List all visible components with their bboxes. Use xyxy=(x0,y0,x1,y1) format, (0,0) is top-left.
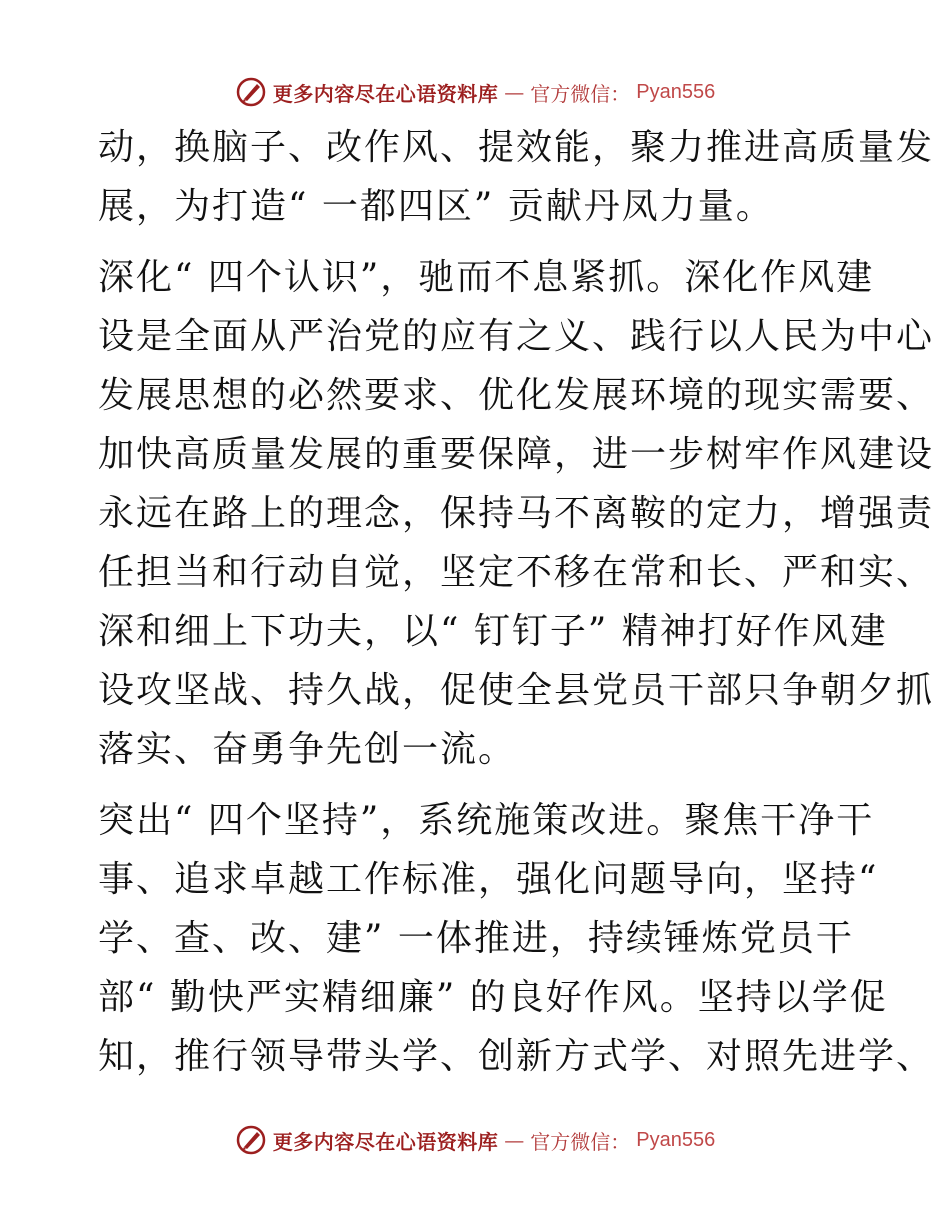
paragraph xyxy=(98,248,935,779)
text-line: 动，换脑子、改作风、提效能，聚力推进高质量发 xyxy=(98,127,935,168)
paragraph xyxy=(98,791,935,1086)
text-line: 事、追求卓越工作标准，强化问题导向，坚持“ xyxy=(98,859,879,900)
text-line: 深化“ 四个认识”，驰而不息紧抓。深化作风建 xyxy=(98,257,875,298)
text-line: 展，为打造“ 一都四区” 贡献丹凤力量。 xyxy=(98,186,774,227)
watermark-title: 更多内容尽在心语资料库 xyxy=(272,1129,499,1154)
text-line: 发展思想的必然要求、优化发展环境的现实需要、 xyxy=(98,375,935,416)
watermark-dash: — xyxy=(504,1128,525,1152)
paragraph xyxy=(98,118,935,236)
header-watermark xyxy=(0,72,950,112)
document-body xyxy=(98,118,935,1098)
watermark-wechat-id: Pyan556 xyxy=(636,80,716,103)
watermark-wechat-label: 官方微信： xyxy=(530,1129,631,1154)
footer-watermark xyxy=(0,1120,950,1160)
watermark-dash: — xyxy=(504,80,525,104)
watermark-wechat-label: 官方微信： xyxy=(530,81,631,106)
text-line: 永远在路上的理念，保持马不离鞍的定力，增强责 xyxy=(98,493,935,534)
text-line: 突出“ 四个坚持”，系统施策改进。聚焦干净干 xyxy=(98,800,875,841)
text-line: 设是全面从严治党的应有之义、践行以人民为中心 xyxy=(98,316,935,357)
text-line: 加快高质量发展的重要保障，进一步树牢作风建设 xyxy=(98,434,935,475)
text-line: 设攻坚战、持久战，促使全县党员干部只争朝夕抓 xyxy=(98,670,935,711)
watermark-wechat-id: Pyan556 xyxy=(636,1128,716,1151)
text-line: 学、查、改、建” 一体推进，持续锤炼党员干 xyxy=(98,918,854,959)
text-line: 部“ 勤快严实精细廉” 的良好作风。坚持以学促 xyxy=(98,977,888,1018)
text-line: 知，推行领导带头学、创新方式学、对照先进学、 xyxy=(98,1036,935,1077)
text-line: 深和细上下功夫，以“ 钉钉子” 精神打好作风建 xyxy=(98,611,888,652)
watermark-title: 更多内容尽在心语资料库 xyxy=(272,81,499,106)
quill-pen-logo-icon xyxy=(235,1124,267,1156)
text-line: 任担当和行动自觉，坚定不移在常和长、严和实、 xyxy=(98,552,935,593)
text-line: 落实、奋勇争先创一流。 xyxy=(98,729,517,770)
quill-pen-logo-icon xyxy=(235,76,267,108)
